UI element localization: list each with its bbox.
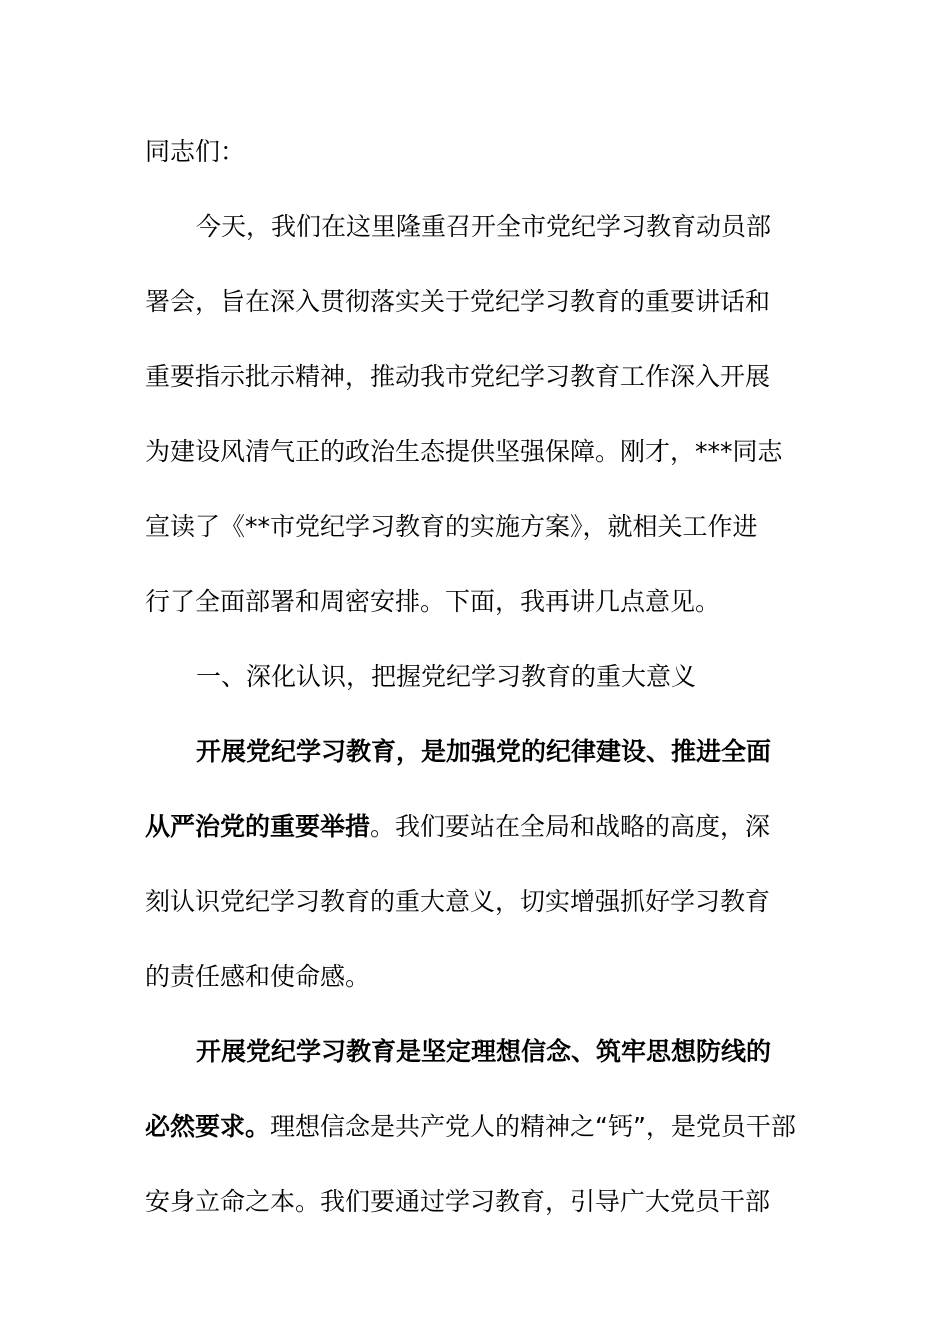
paragraph-line: 刻认识党纪学习教育的重大意义，切实增强抓好学习教育	[145, 887, 771, 916]
paragraph-line-bold: 开展党纪学习教育是坚定理想信念、筑牢思想防线的	[196, 1037, 772, 1066]
paragraph-significance	[145, 714, 807, 1014]
document-body	[145, 114, 807, 1239]
paragraph-line	[145, 1089, 807, 1164]
bold-lead-text: 从严治党的重要举措	[145, 812, 371, 841]
paragraph-line: 重要指示批示精神，推动我市党纪学习教育工作深入开展	[145, 362, 771, 391]
paragraph-line: 的责任感和使命感。	[145, 962, 371, 991]
section-heading: 一、深化认识，把握党纪学习教育的重大意义	[196, 662, 697, 691]
paragraph-line	[145, 789, 807, 864]
paragraph-line: 安身立命之本。我们要通过学习教育，引导广大党员干部	[145, 1187, 771, 1216]
salutation: 同志们：	[145, 137, 246, 166]
bold-lead-text: 必然要求。	[145, 1112, 271, 1141]
paragraph-ideals	[145, 1014, 807, 1239]
paragraph-line: 今天，我们在这里隆重召开全市党纪学习教育动员部	[196, 212, 772, 241]
paragraph-line-bold: 开展党纪学习教育，是加强党的纪律建设、推进全面	[196, 737, 772, 766]
paragraph-line: 宣读了《**市党纪学习教育的实施方案》，就相关工作进	[145, 512, 758, 541]
paragraph-line: 为建设风清气正的政治生态提供坚强保障。刚才，***同志	[145, 437, 783, 466]
paragraph-line: 署会，旨在深入贯彻落实关于党纪学习教育的重要讲话和	[145, 287, 771, 316]
paragraph-line: 行了全面部署和周密安排。下面，我再讲几点意见。	[145, 587, 721, 616]
body-text: 。我们要站在全局和战略的高度，深	[370, 812, 771, 841]
paragraph-opening	[145, 189, 807, 639]
body-text: 理想信念是共产党人的精神之“钙”，是党员干部	[270, 1112, 796, 1141]
